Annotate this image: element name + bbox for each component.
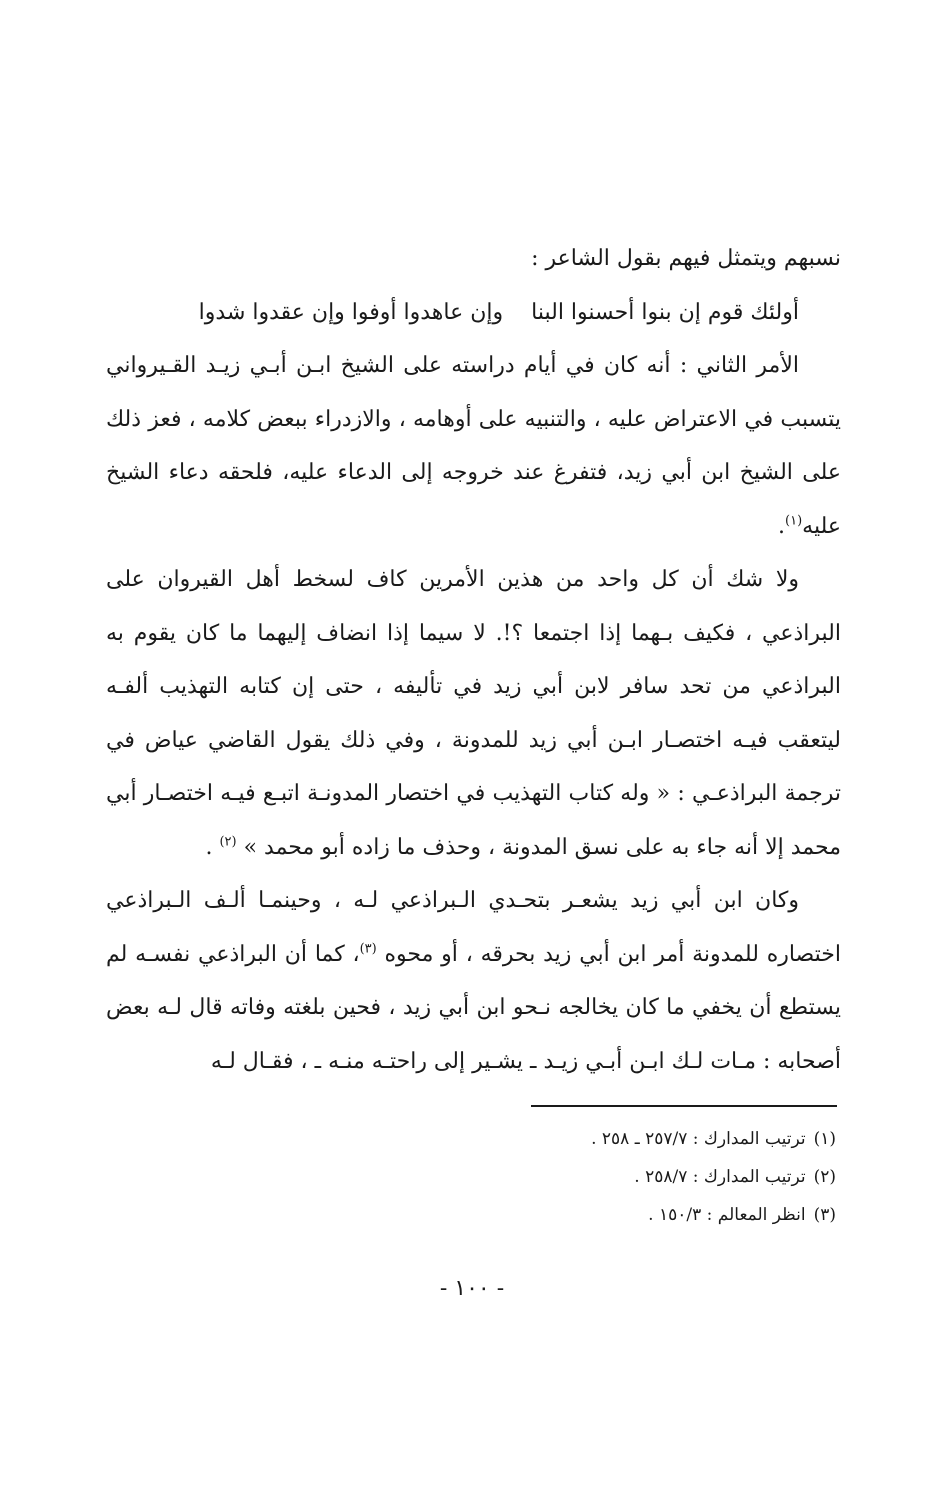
page-number: - ١٠٠ -	[439, 1276, 505, 1301]
poem-verse	[106, 286, 841, 340]
footnote-separator	[531, 1105, 837, 1107]
footnote-number: (٢)	[813, 1167, 836, 1187]
paragraph-text: ولا شك أن كل واحد من هذين الأمرين كاف لسخط أهل القيروان على البراذعي ، فكيف بـهما إذا اجتمعا ؟!. لا سيما إذا انضاف إليهما ما كان يقوم به البراذعي من تحد سافر لابن أبي زيد في تأليفه ، حتى إن كتابه التهذيب ألفـه ليتعقب فيـه اختصـار ابـن أبي زيد للمدونة ، وفي ذلك يقول القاضي عياض في ترجمة البراذعـي : « وله كتاب التهذيب في اختصار المدونـة اتبـع فيـه اختصـار أبي محمد إلا أنه جاء به على نسق المدونة ، وحذف ما زاده أبو محمد »	[106, 567, 842, 860]
footnote-ref-1: (١)	[785, 513, 803, 529]
paragraph-intro	[106, 232, 841, 286]
footnote-1	[300, 1120, 836, 1158]
footnote-ref-2: (٢)	[219, 834, 237, 850]
footnote-text: انظر المعالم : ١٥٠/٣ .	[648, 1205, 806, 1225]
paragraph-tail: ، كما أن البراذعي نفسـه لم يستطع أن يخفي ما كان يخالجه نـحو ابن أبي زيد ، فحين بلغته وفاته قال لـه بعض أصحابه : مـات لـك ابـن أبـي زيـد ـ يشـير إلى راحتـه منـه ـ ، فقـال لـه	[106, 941, 841, 1074]
footnote-ref-3: (٣)	[359, 941, 377, 957]
paragraph-text: نسبهم ويتمثل فيهم بقول الشاعر :	[531, 246, 841, 271]
footnote-text: ترتيب المدارك : ٢٥٨/٧ .	[634, 1167, 806, 1187]
paragraph-tail: .	[778, 513, 786, 539]
footnote-2	[300, 1158, 836, 1196]
main-text	[106, 232, 841, 1088]
paragraph-second-matter	[106, 339, 841, 553]
footnotes	[300, 1120, 836, 1234]
footnote-number: (٣)	[813, 1205, 836, 1225]
paragraph-tail: .	[205, 834, 213, 860]
footnote-number: (١)	[813, 1129, 836, 1149]
paragraph-no-doubt	[106, 553, 841, 874]
footnote-text: ترتيب المدارك : ٢٥٧/٧ ـ ٢٥٨ .	[591, 1129, 806, 1149]
paragraph-text: وكان ابن أبي زيد يشعـر بتحـدي الـبراذعي لـه ، وحينمـا ألـف الـبراذعي اختصاره للمدونة أمر ابن أبي زيد بحرقه ، أو محوه	[106, 888, 841, 967]
paragraph-text: الأمر الثاني : أنه كان في أيام دراسته على الشيخ ابـن أبـي زيـد القـيرواني يتسبب في الاعتراض عليه ، والتنبيه على أوهامه ، والازدراء ببعض كلامه ، فعز ذلك على الشيخ ابن أبي زيد، فتفرغ عند خروجه إلى الدعاء عليه، فلحقه دعاء الشيخ عليه	[106, 353, 841, 539]
paragraph-ibn-abi-zayd	[106, 874, 841, 1088]
footnote-3	[300, 1196, 836, 1234]
poem-second-hemistich: وإن عاهدوا أوفوا وإن عقدوا شدوا	[198, 299, 504, 325]
poem-first-hemistich: أولئك قوم إن بنوا أحسنوا البنا	[531, 299, 799, 325]
